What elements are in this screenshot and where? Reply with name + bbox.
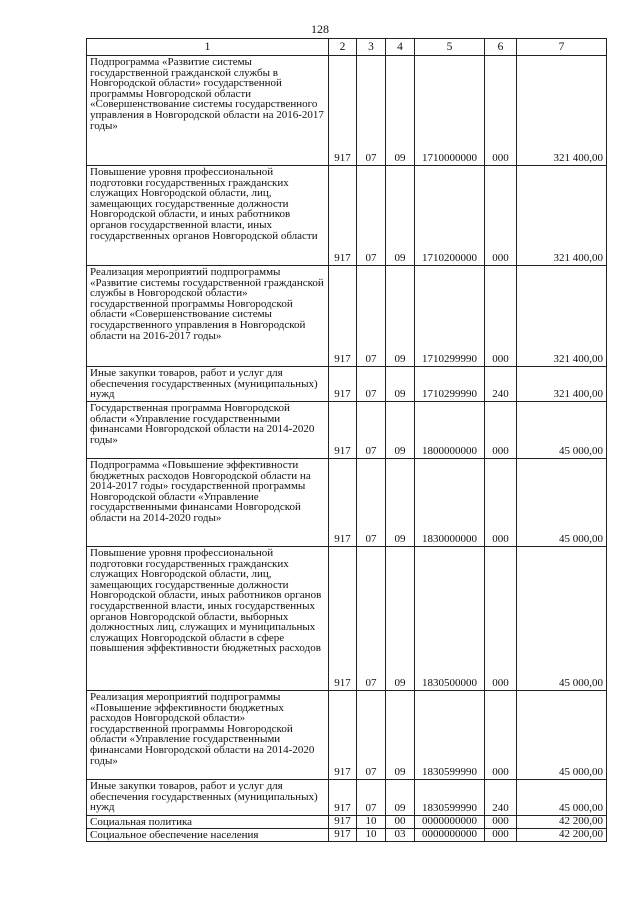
section-code: 07 (357, 266, 386, 367)
table-row (87, 459, 607, 547)
target-code: 1830599990 (415, 780, 485, 816)
column-header: 2 (329, 39, 357, 56)
section-code: 07 (357, 56, 386, 166)
admin-code: 917 (329, 829, 357, 842)
subsection-code: 09 (386, 547, 415, 691)
subsection-code: 09 (386, 691, 415, 780)
table-row (87, 266, 607, 367)
expense-type: 000 (485, 459, 517, 547)
table-row (87, 547, 607, 691)
budget-table (86, 38, 607, 842)
table-row (87, 780, 607, 816)
item-name: Реализация мероприятий подпрограммы «Развитие системы государственной гражданской службы в Новгородской области» государственной программы Новгородской области «Совершенствование системы государственного управления в Новгородской области на 2016-2017 годы» (87, 266, 329, 367)
subsection-code: 09 (386, 166, 415, 266)
column-header: 7 (517, 39, 607, 56)
amount: 42 200,00 (517, 829, 607, 842)
admin-code: 917 (329, 547, 357, 691)
table-row (87, 691, 607, 780)
item-name: Социальное обеспечение населения (87, 829, 329, 842)
target-code: 1830000000 (415, 459, 485, 547)
expense-type: 240 (485, 367, 517, 402)
target-code: 1830599990 (415, 691, 485, 780)
header-row (87, 39, 607, 56)
target-code: 0000000000 (415, 816, 485, 829)
subsection-code: 09 (386, 459, 415, 547)
expense-type: 000 (485, 547, 517, 691)
expense-type: 000 (485, 691, 517, 780)
section-code: 07 (357, 166, 386, 266)
subsection-code: 09 (386, 780, 415, 816)
subsection-code: 03 (386, 829, 415, 842)
item-name: Государственная программа Новгородской области «Управление государственными финансами Новгородской области на 2014-2020 годы» (87, 402, 329, 459)
expense-type: 000 (485, 266, 517, 367)
amount: 45 000,00 (517, 547, 607, 691)
table-row (87, 816, 607, 829)
page-number: 128 (311, 22, 329, 36)
admin-code: 917 (329, 816, 357, 829)
item-name: Реализация мероприятий подпрограммы «Повышение эффективности бюджетных расходов Новгородской области» государственной программы Новгородской области «Управление государственными финансами Новгородской области на 2014-2020 годы» (87, 691, 329, 780)
target-code: 1800000000 (415, 402, 485, 459)
table-row (87, 166, 607, 266)
item-name: Повышение уровня профессиональной подготовки государственных гражданских служащих Новгородской области, лиц, замещающих государственные должности Новгородской области, иных работников органов государственной власти, иных государственных органов Новгородской области, выборных должностных лиц, служащих и муниципальных служащих Новгородской области в сфере повышения эффективности бюджетных расходов (87, 547, 329, 691)
target-code: 0000000000 (415, 829, 485, 842)
item-name: Подпрограмма «Развитие системы государственной гражданской службы в Новгородской области» государственной программы Новгородской области «Совершенствование системы государственного управления в Новгородской области на 2016-2017 годы» (87, 56, 329, 166)
target-code: 1710000000 (415, 56, 485, 166)
amount: 45 000,00 (517, 402, 607, 459)
admin-code: 917 (329, 459, 357, 547)
subsection-code: 09 (386, 266, 415, 367)
subsection-code: 09 (386, 367, 415, 402)
section-code: 07 (357, 459, 386, 547)
section-code: 10 (357, 816, 386, 829)
section-code: 07 (357, 780, 386, 816)
column-header: 3 (357, 39, 386, 56)
column-header: 6 (485, 39, 517, 56)
expense-type: 000 (485, 56, 517, 166)
admin-code: 917 (329, 780, 357, 816)
item-name: Подпрограмма «Повышение эффективности бюджетных расходов Новгородской области на 2014-2017 годы» государственной программы Новгородской области «Управление государственными финансами Новгородской области на 2014-2020 годы» (87, 459, 329, 547)
target-code: 1830500000 (415, 547, 485, 691)
amount: 45 000,00 (517, 459, 607, 547)
target-code: 1710200000 (415, 166, 485, 266)
expense-type: 000 (485, 829, 517, 842)
expense-type: 000 (485, 816, 517, 829)
amount: 42 200,00 (517, 816, 607, 829)
table-row (87, 56, 607, 166)
section-code: 07 (357, 547, 386, 691)
admin-code: 917 (329, 367, 357, 402)
expense-type: 000 (485, 166, 517, 266)
amount: 321 400,00 (517, 56, 607, 166)
item-name: Повышение уровня профессиональной подготовки государственных гражданских служащих Новгородской области, лиц, замещающих государственные должности Новгородской области, и иных работников органов государственной власти, иных государственных органов Новгородской области (87, 166, 329, 266)
admin-code: 917 (329, 56, 357, 166)
target-code: 1710299990 (415, 367, 485, 402)
amount: 45 000,00 (517, 780, 607, 816)
admin-code: 917 (329, 402, 357, 459)
subsection-code: 09 (386, 402, 415, 459)
section-code: 07 (357, 402, 386, 459)
expense-type: 000 (485, 402, 517, 459)
subsection-code: 09 (386, 56, 415, 166)
admin-code: 917 (329, 166, 357, 266)
item-name: Социальная политика (87, 816, 329, 829)
table-row (87, 829, 607, 842)
expense-type: 240 (485, 780, 517, 816)
column-header: 1 (87, 39, 329, 56)
amount: 321 400,00 (517, 266, 607, 367)
item-name: Иные закупки товаров, работ и услуг для обеспечения государственных (муниципальных) нужд (87, 367, 329, 402)
section-code: 10 (357, 829, 386, 842)
subsection-code: 00 (386, 816, 415, 829)
column-header: 5 (415, 39, 485, 56)
amount: 321 400,00 (517, 367, 607, 402)
item-name: Иные закупки товаров, работ и услуг для обеспечения государственных (муниципальных) нужд (87, 780, 329, 816)
section-code: 07 (357, 691, 386, 780)
amount: 321 400,00 (517, 166, 607, 266)
column-header: 4 (386, 39, 415, 56)
table-row (87, 402, 607, 459)
amount: 45 000,00 (517, 691, 607, 780)
admin-code: 917 (329, 266, 357, 367)
section-code: 07 (357, 367, 386, 402)
admin-code: 917 (329, 691, 357, 780)
target-code: 1710299990 (415, 266, 485, 367)
table-row (87, 367, 607, 402)
